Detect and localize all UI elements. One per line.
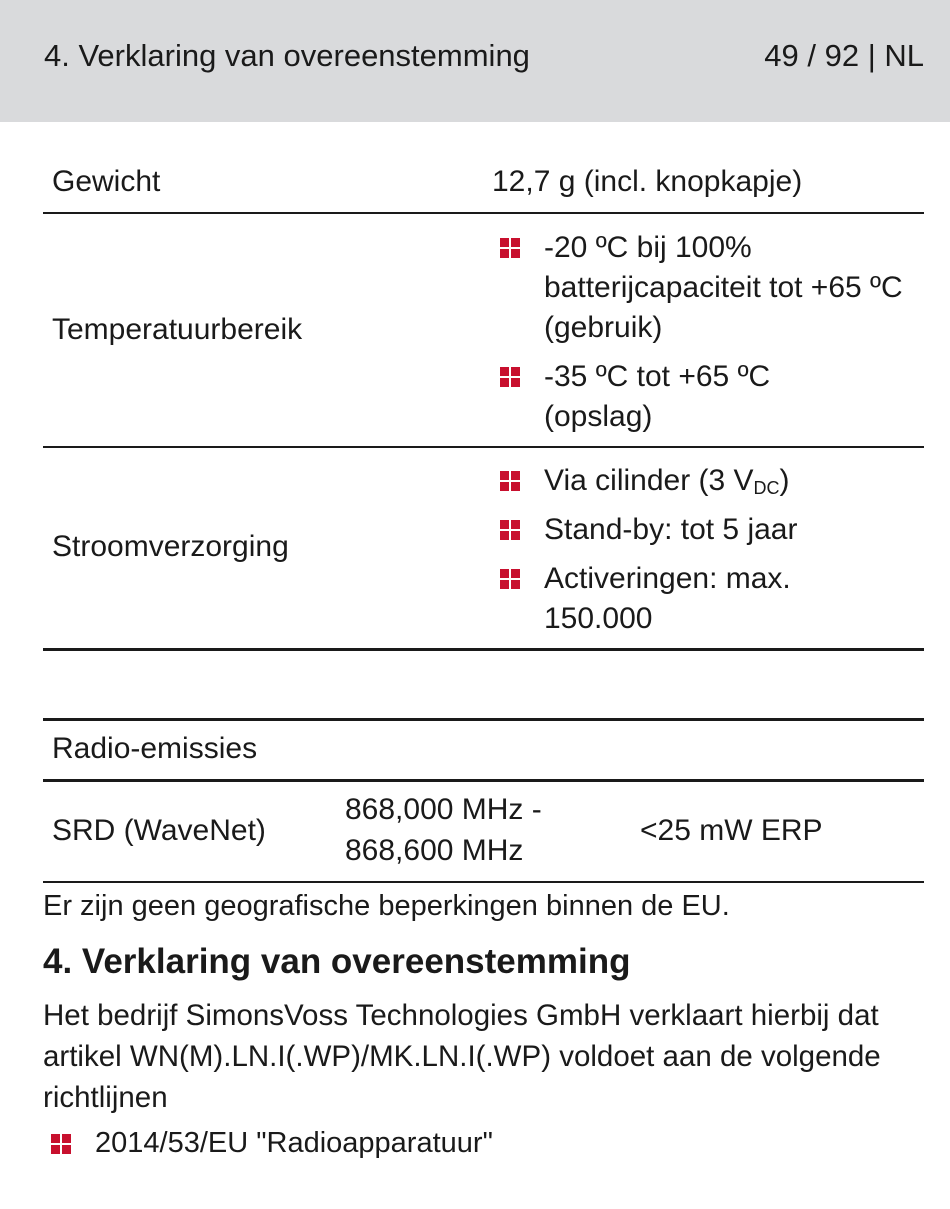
header-title: 4. Verklaring van overeenstemming: [44, 38, 530, 73]
radio-table-header: Radio-emissies: [52, 732, 258, 765]
power-label: Stroomverzorging: [52, 530, 289, 563]
power-item: Stand-by: tot 5 jaar: [544, 513, 798, 546]
bullet-icon: [500, 520, 520, 540]
bullet-icon: [500, 471, 520, 491]
table-bottom-border: [43, 648, 924, 651]
bullet-icon: [500, 367, 520, 387]
radio-name: SRD (WaveNet): [52, 814, 266, 847]
page-header: [0, 0, 950, 122]
temperature-item: -20 ºC bij 100% batterijcapaciteit tot +65 ºC (gebruik): [544, 231, 903, 344]
row-divider: [43, 212, 924, 214]
note-text: Er zijn geen geografische beperkingen binnen de EU.: [43, 890, 730, 922]
bullet-icon: [500, 569, 520, 589]
weight-value: 12,7 g (incl. knopkapje): [492, 165, 803, 198]
radio-frequency: 868,000 MHz -: [345, 793, 542, 826]
temperature-item: -35 ºC tot +65 ºC (opslag): [544, 360, 771, 433]
radio-frequency: 868,600 MHz: [345, 834, 524, 867]
bullet-icon: [500, 238, 520, 258]
power-item: Via cilinder (3 $V_{DC}$): [544, 464, 790, 498]
bullet-icon: [51, 1134, 71, 1154]
directive-item: 2014/53/EU "Radioapparatuur": [95, 1127, 493, 1159]
radio-power: <25 mW ERP: [640, 814, 823, 847]
table-top-border: [43, 718, 924, 721]
page-number: 49 / 92 | NL: [764, 38, 924, 73]
row-divider: [43, 446, 924, 448]
temperature-label: Temperatuurbereik: [52, 313, 303, 346]
section-paragraph: Het bedrijf SimonsVoss Technologies GmbH verklaart hierbij dat artikel WN(M).LN.I(.WP)/MK.LN.I(.WP) voldoet aan de volgende richtlijnen: [43, 999, 881, 1114]
power-item: Activeringen: max. 150.000: [544, 562, 791, 635]
weight-label: Gewicht: [52, 165, 161, 198]
section-heading: 4. Verklaring van overeenstemming: [43, 942, 631, 981]
header-divider: [43, 779, 924, 782]
table-bottom-border: [43, 881, 924, 883]
